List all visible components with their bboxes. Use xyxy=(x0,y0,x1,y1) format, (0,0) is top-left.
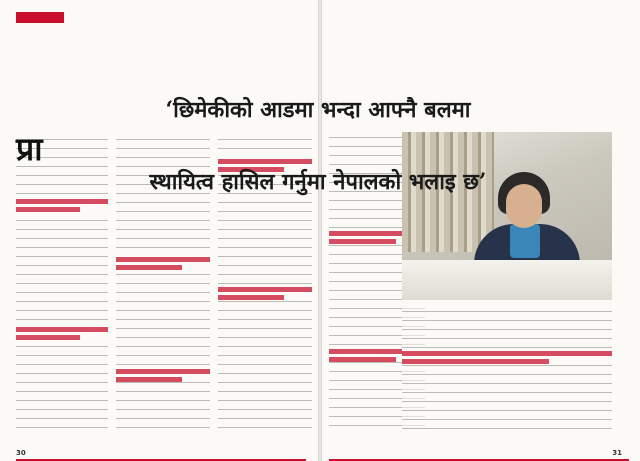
column-subheading xyxy=(218,284,312,300)
headline-line-1: ‘छिमेकीको आडमा भन्दा आफ्नै बलमा xyxy=(165,97,471,123)
column-subheading xyxy=(402,348,612,364)
right-folio xyxy=(612,449,626,457)
page-number: 31 xyxy=(612,449,622,457)
column-subheading xyxy=(16,324,108,340)
left-folio xyxy=(16,449,30,457)
drop-cap: प्रा xyxy=(16,130,43,168)
column-subheading xyxy=(116,366,210,382)
page-number: 30 xyxy=(16,449,26,457)
headline-line-2: स्थायित्व हासिल गर्नुमा नेपालको भलाइ छ’ xyxy=(149,169,487,195)
desk-papers xyxy=(402,260,612,300)
body-text-placeholder xyxy=(402,306,612,432)
section-tag xyxy=(16,12,64,23)
headline xyxy=(28,56,608,236)
column-subheading xyxy=(116,254,210,270)
article-column-5 xyxy=(402,306,612,432)
